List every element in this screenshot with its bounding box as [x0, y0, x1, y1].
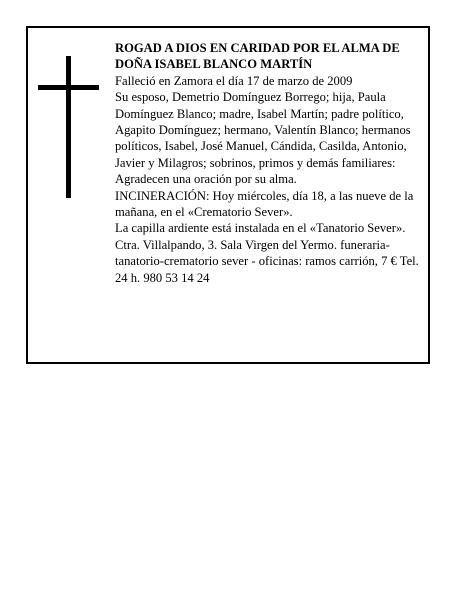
notice-heading: ROGAD A DIOS EN CARIDAD POR EL ALMA DE DOÑA ISABEL BLANCO MARTÍN: [115, 41, 400, 72]
death-line: Falleció en Zamora el día 17 de marzo de 2009: [115, 73, 353, 88]
chapel-info: La capilla ardiente está instalada en el «Tanatorio Sever». Ctra. Villalpando, 3. Sala Virgen del Yermo. funeraria-tanatorio-crematorio sever - oficinas: ramos carrión, 7 € Tel. 24 h. 980 53 14 24: [115, 221, 419, 285]
notice-text: [115, 40, 427, 286]
prayer-request: Agradecen una oración por su alma.: [115, 172, 297, 187]
obituary-notice: [26, 26, 430, 364]
cross-horizontal-bar: [38, 85, 99, 90]
incineration-info: INCINERACIÓN: Hoy miércoles, día 18, a las nueve de la mañana, en el «Crematorio Sever».: [115, 188, 414, 220]
cross-vertical-bar: [66, 56, 71, 198]
family-list: Su esposo, Demetrio Domínguez Borrego; hija, Paula Domínguez Blanco; madre, Isabel Martín; padre político, Agapito Domínguez; hermano, Valentín Blanco; hermanos políticos, Isabel, José Manuel, Cándida, Casilda, Antonio, Javier y Milagros; sobrinos, primos y demás familiares:: [115, 90, 411, 170]
